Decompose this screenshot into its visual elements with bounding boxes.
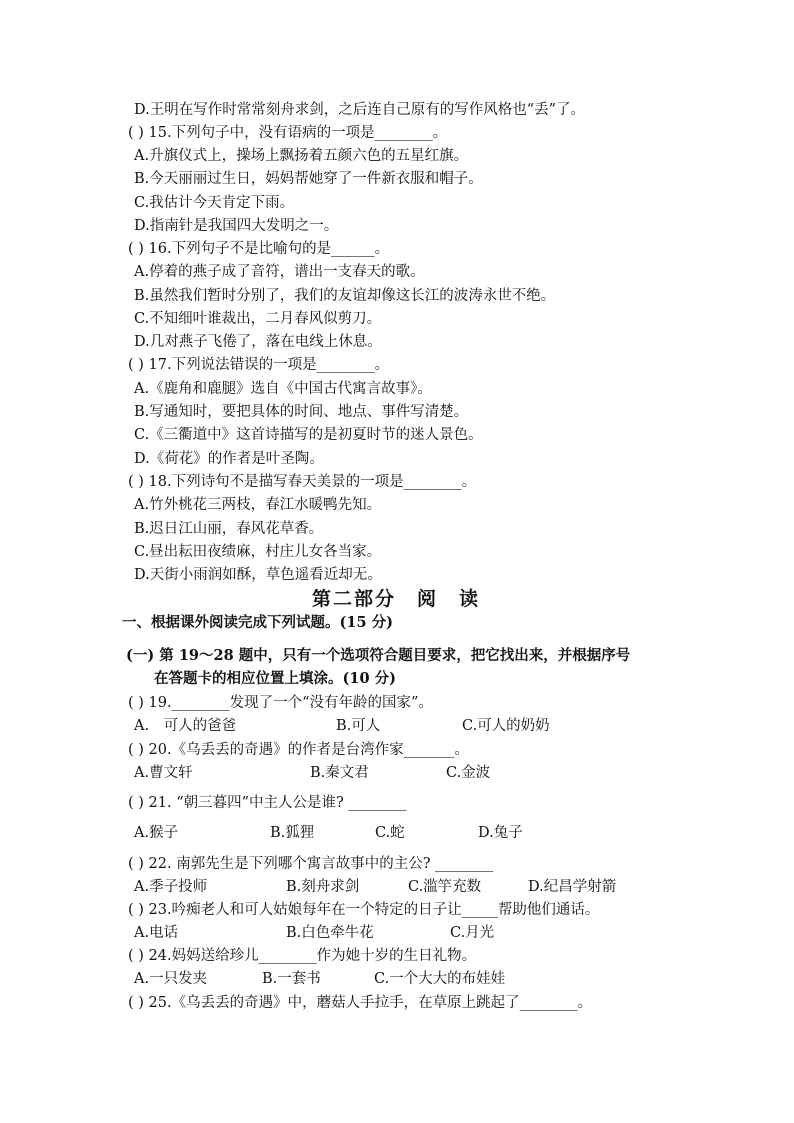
q16-option-c: C.不知细叶谁裁出，二月春风似剪刀。 bbox=[134, 311, 382, 327]
q24-option-a: A.一只发夹 bbox=[134, 971, 208, 987]
q21-option-c: C.蛇 bbox=[375, 825, 405, 841]
question-16: ( ) 16.下列句子不是比喻句的是______。 bbox=[128, 241, 390, 257]
q19-option-b: B.可人 bbox=[336, 718, 381, 734]
q23-option-a: A.电话 bbox=[134, 925, 179, 941]
question-18: ( ) 18.下列诗句不是描写春天美景的一项是________。 bbox=[128, 474, 477, 490]
q21-option-d: D.兔子 bbox=[478, 825, 523, 841]
subsection-one-instruction: (一) 第 19～28 题中，只有一个选项符合题目要求，把它找出来，并根据序号 bbox=[126, 647, 631, 664]
q18-option-b: B.迟日江山丽，春风花草香。 bbox=[134, 521, 324, 537]
q15-option-a: A.升旗仪式上，操场上飘扬着五颜六色的五星红旗。 bbox=[134, 148, 469, 164]
q15-option-b: B.今天丽丽过生日，妈妈帮她穿了一件新衣服和帽子。 bbox=[134, 171, 483, 187]
q15-option-d: D.指南针是我国四大发明之一。 bbox=[134, 218, 339, 234]
q17-option-a: A.《鹿角和鹿腿》选自《中国古代寓言故事》。 bbox=[134, 381, 432, 397]
q16-option-a: A.停着的燕子成了音符，谱出一支春天的歌。 bbox=[134, 264, 425, 280]
question-21: ( ) 21. “朝三暮四”中主人公是谁? ________ bbox=[128, 795, 407, 811]
q17-option-c: C.《三衢道中》这首诗描写的是初夏时节的迷人景色。 bbox=[134, 427, 483, 443]
q16-option-d: D.几对燕子飞倦了，落在电线上休息。 bbox=[134, 334, 382, 350]
q24-option-b: B.一套书 bbox=[262, 971, 321, 987]
q20-option-b: B.秦文君 bbox=[310, 765, 369, 781]
q23-option-b: B.白色牵牛花 bbox=[286, 925, 374, 941]
question-22: ( ) 22. 南郭先生是下列哪个寓言故事中的主公? ________ bbox=[128, 856, 494, 872]
section-one-heading: 一、根据课外阅读完成下列试题。(15 分) bbox=[122, 614, 393, 631]
q15-option-c: C.我估计今天肯定下雨。 bbox=[134, 195, 295, 211]
q23-option-c: C.月光 bbox=[450, 925, 495, 941]
q22-option-c: C.滥竽充数 bbox=[408, 879, 482, 895]
q22-option-b: B.刻舟求剑 bbox=[286, 879, 360, 895]
q18-option-a: A.竹外桃花三两枝，春江水暖鸭先知。 bbox=[134, 497, 382, 513]
q17-option-b: B.写通知时，要把具体的时间、地点、事件写清楚。 bbox=[134, 404, 469, 420]
q19-option-c: C.可人的奶奶 bbox=[462, 718, 550, 734]
question-25: ( ) 25.《乌丢丢的奇遇》中，蘑菇人手拉手，在草原上跳起了________。 bbox=[128, 995, 593, 1011]
question-24: ( ) 24.妈妈送给珍儿________作为她十岁的生日礼物。 bbox=[128, 948, 477, 964]
q14-option-d: D.王明在写作时常常刻舟求剑，之后连自己原有的写作风格也“丢”了。 bbox=[134, 102, 586, 118]
q20-option-a: A.曹文轩 bbox=[134, 765, 193, 781]
subsection-one-instruction-cont: 在答题卡的相应位置上填涂。(10 分) bbox=[154, 670, 396, 687]
question-19: ( ) 19.________发现了一个“没有年龄的国家”。 bbox=[128, 695, 433, 711]
question-17: ( ) 17.下列说法错误的一项是________。 bbox=[128, 357, 390, 373]
q16-option-b: B.虽然我们暂时分别了，我们的友谊却像这长江的波涛永世不绝。 bbox=[134, 288, 556, 304]
q21-option-a: A.猴子 bbox=[134, 825, 179, 841]
q20-option-c: C.金波 bbox=[446, 765, 491, 781]
q22-option-a: A.季子投师 bbox=[134, 879, 208, 895]
q19-option-a: A. 可人的爸爸 bbox=[134, 718, 237, 734]
question-15: ( ) 15.下列句子中，没有语病的一项是________。 bbox=[128, 125, 448, 141]
q17-option-d: D.《荷花》的作者是叶圣陶。 bbox=[134, 451, 324, 467]
question-20: ( ) 20.《乌丢丢的奇遇》的作者是台湾作家_______。 bbox=[128, 742, 469, 758]
q21-option-b: B.狐狸 bbox=[270, 825, 315, 841]
q22-option-d: D.纪昌学射箭 bbox=[528, 879, 617, 895]
part-two-title: 第二部分 阅 读 bbox=[312, 588, 481, 610]
q18-option-d: D.天街小雨润如酥，草色遥看近却无。 bbox=[134, 567, 382, 583]
question-23: ( ) 23.吟痴老人和可人姑娘每年在一个特定的日子让_____帮助他们通话。 bbox=[128, 902, 600, 918]
q24-option-c: C.一个大大的布娃娃 bbox=[374, 971, 506, 987]
q18-option-c: C.昼出耘田夜绩麻，村庄儿女各当家。 bbox=[134, 544, 382, 560]
